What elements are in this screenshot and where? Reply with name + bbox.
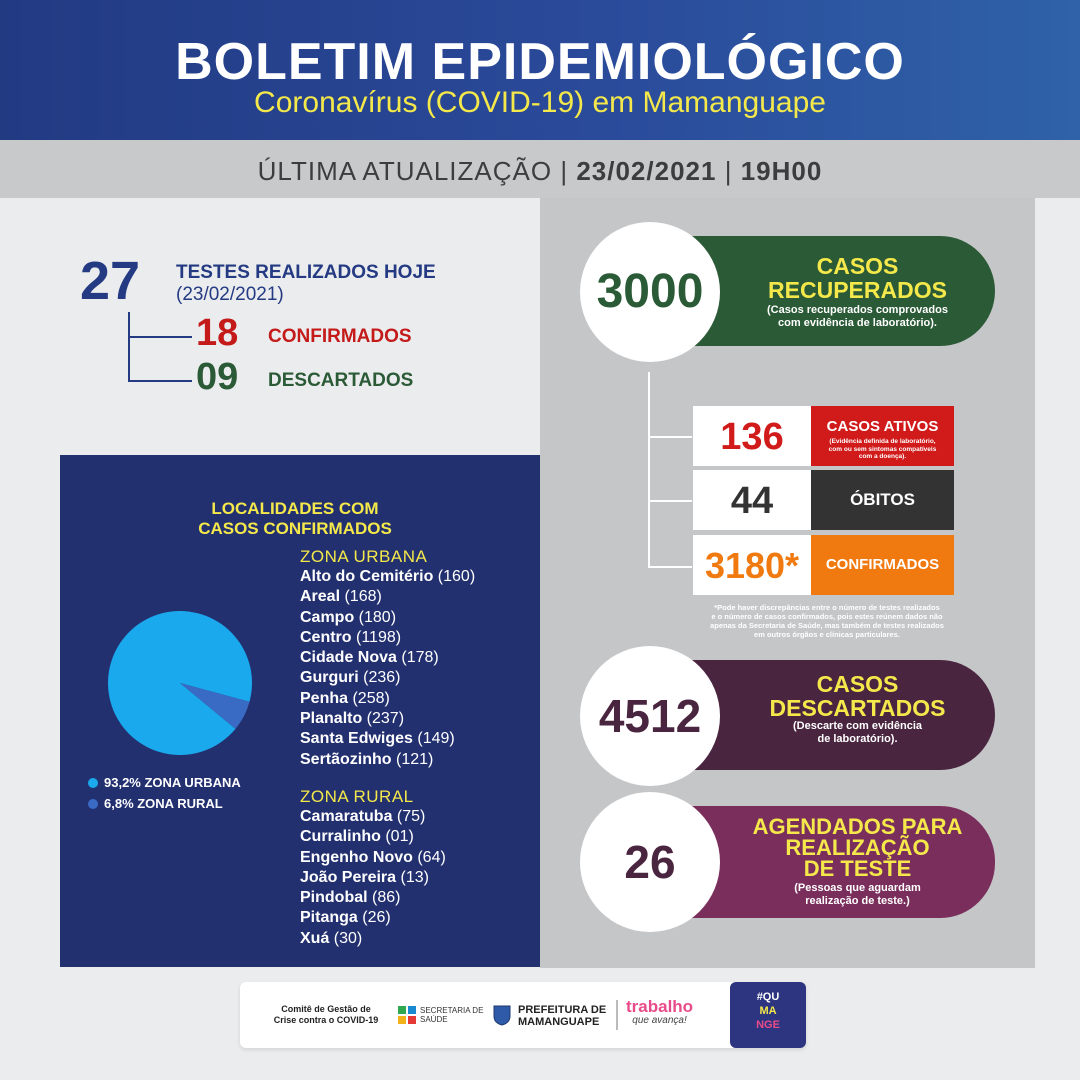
rural-zone-title: ZONA RURAL — [300, 787, 414, 806]
prefeitura-line: MAMANGUAPE — [518, 1016, 600, 1028]
discarded-total-count: 4512 — [580, 646, 720, 786]
locality-name: Planalto — [300, 710, 363, 728]
list-item — [300, 750, 475, 770]
localities-title-line: LOCALIDADES COM — [211, 499, 379, 518]
prefeitura-text — [518, 1004, 606, 1028]
discarded-note — [725, 720, 990, 746]
campaign-badge — [730, 982, 806, 1048]
recovered-title — [725, 254, 990, 302]
urban-zone-list — [300, 567, 475, 770]
discarded-note-line: de laboratório). — [817, 733, 898, 745]
recovered-title-line: RECUPERADOS — [768, 277, 947, 303]
locality-name: Alto do Cemitério — [300, 568, 434, 585]
list-item — [300, 908, 446, 928]
locality-name: Curralinho — [300, 828, 381, 846]
last-update-label: ÚLTIMA ATUALIZAÇÃO — [257, 156, 553, 186]
page-title: BOLETIM EPIDEMIOLÓGICO — [175, 33, 905, 91]
scheduled-note-line: realização de teste.) — [805, 895, 910, 907]
list-item — [300, 709, 475, 729]
locality-count: (26) — [357, 909, 391, 927]
confirmed-total-label: CONFIRMADOS — [811, 535, 954, 595]
locality-name: Engenho Novo — [300, 848, 413, 866]
recovered-note — [725, 304, 990, 330]
committee-line: Crise contra o COVID-19 — [273, 1015, 379, 1025]
locality-name: Campo — [300, 608, 355, 626]
header-banner — [0, 0, 1080, 140]
secretaria-line: SAÚDE — [420, 1015, 448, 1024]
list-item — [300, 868, 446, 888]
locality-name: Penha — [300, 689, 349, 707]
list-item — [300, 587, 475, 607]
locality-name: Areal — [300, 588, 341, 606]
footnote-line: em outros órgãos e clínicas particulares. — [754, 630, 900, 639]
discarded-today-count: 09 — [196, 356, 239, 398]
list-item — [300, 648, 475, 668]
tree-line — [128, 336, 192, 338]
footnote-line: e o número de casos confirmados, pois estes reúnem dados não — [711, 612, 943, 621]
scheduled-title-line: REALIZAÇÃO — [785, 835, 930, 860]
tree-line — [648, 436, 692, 438]
locality-name: Camaratuba — [300, 808, 393, 825]
legend-label: 6,8% ZONA RURAL — [104, 796, 223, 811]
slogan-logo — [626, 997, 694, 1028]
locality-count: (160) — [433, 568, 476, 585]
list-item — [300, 608, 475, 628]
footnote — [686, 603, 968, 639]
locality-name: Sertãozinho — [300, 750, 392, 768]
active-label-box — [811, 406, 954, 466]
prefeitura-line: PREFEITURA DE — [518, 1004, 607, 1016]
tests-label: TESTES REALIZADOS HOJE — [176, 262, 436, 283]
page-subtitle: Coronavírus (COVID-19) em Mamanguape — [254, 86, 826, 119]
active-note-line: com ou sem sintomas compatíveis — [828, 445, 937, 453]
discarded-title-line: DESCARTADOS — [769, 695, 946, 721]
discarded-title — [725, 672, 990, 720]
scheduled-title — [725, 816, 990, 879]
slogan-line: que avança! — [632, 1015, 687, 1026]
legend-swatch — [88, 778, 98, 788]
locality-count: (64) — [412, 848, 446, 866]
last-update-date: 23/02/2021 — [576, 156, 717, 186]
urban-zone-title: ZONA URBANA — [300, 547, 428, 566]
locality-name: Gurguri — [300, 669, 359, 687]
divider — [616, 1000, 618, 1030]
list-item — [300, 668, 475, 688]
badge-text — [748, 990, 788, 1032]
localities-title-line: CASOS CONFIRMADOS — [198, 519, 392, 538]
locality-count: (30) — [329, 929, 363, 947]
locality-count: (237) — [362, 710, 405, 728]
health-secretary-text — [420, 1006, 483, 1024]
list-item — [300, 567, 475, 587]
city-crest-icon — [492, 1004, 512, 1026]
secretaria-line: SECRETARIA DE — [420, 1006, 484, 1015]
scheduled-title-line: AGENDADOS PARA — [752, 814, 963, 839]
badge-line: NGE — [756, 1019, 780, 1031]
list-item — [300, 689, 475, 709]
confirmed-today-count: 18 — [196, 312, 239, 354]
locality-count: (258) — [348, 689, 390, 707]
locality-count: (236) — [358, 669, 401, 687]
active-count: 136 — [693, 406, 811, 466]
zone-pie-chart — [100, 603, 260, 763]
separator: | — [724, 156, 733, 186]
legend-label: 93,2% ZONA URBANA — [104, 775, 241, 790]
tests-today-block — [80, 250, 520, 400]
health-secretary-logo-icon — [398, 1006, 416, 1024]
list-item — [300, 729, 475, 749]
locality-name: João Pereira — [300, 868, 397, 886]
active-note-line: (Evidência definida de laboratório, — [829, 438, 936, 445]
scheduled-title-line: DE TESTE — [803, 856, 912, 881]
last-update-bar — [0, 140, 1080, 198]
badge-line: MA — [759, 1005, 777, 1017]
badge-line: #QU — [756, 991, 780, 1003]
deaths-label: ÓBITOS — [811, 470, 954, 530]
locality-count: (86) — [367, 889, 401, 907]
scheduled-note-line: (Pessoas que aguardam — [794, 882, 921, 894]
separator: | — [560, 156, 569, 186]
locality-count: (149) — [412, 730, 455, 748]
list-item — [300, 827, 446, 847]
discarded-note-line: (Descarte com evidência — [792, 720, 922, 732]
scheduled-note — [725, 882, 990, 908]
legend-item-urban — [88, 775, 241, 790]
committee-text — [266, 1004, 386, 1026]
locality-count: (121) — [391, 750, 434, 768]
tree-line — [648, 566, 692, 568]
tests-count: 27 — [80, 251, 141, 311]
discarded-title-line: CASOS — [816, 671, 899, 697]
list-item — [300, 929, 446, 949]
locality-name: Cidade Nova — [300, 649, 397, 667]
locality-count: (75) — [392, 808, 426, 825]
recovered-count: 3000 — [580, 222, 720, 362]
list-item — [300, 848, 446, 868]
list-item — [300, 807, 446, 827]
tree-line — [128, 312, 130, 382]
locality-count: (180) — [354, 608, 397, 626]
scheduled-count: 26 — [580, 792, 720, 932]
footnote-line: apenas da Secretaria de Saúde, mas também de testes realizados — [710, 621, 944, 630]
last-update-time: 19H00 — [740, 156, 823, 186]
recovered-note-line: (Casos recuperados comprovados — [767, 304, 948, 316]
confirmed-total-count: 3180* — [693, 535, 811, 595]
tree-line — [128, 380, 192, 382]
locality-count: (01) — [380, 828, 414, 846]
tree-line — [648, 372, 650, 568]
list-item — [300, 888, 446, 908]
deaths-count: 44 — [693, 470, 811, 530]
footer-logos — [240, 982, 806, 1048]
legend-swatch — [88, 799, 98, 809]
locality-name: Santa Edwiges — [300, 730, 413, 748]
committee-line: Comitê de Gestão de — [281, 1004, 371, 1014]
legend-item-rural — [88, 796, 223, 811]
locality-count: (168) — [340, 588, 382, 606]
locality-name: Pitanga — [300, 909, 358, 927]
list-item — [300, 628, 475, 648]
recovered-title-line: CASOS — [816, 253, 899, 279]
tests-date: (23/02/2021) — [176, 284, 284, 305]
active-note-line: com a doença). — [858, 453, 907, 460]
footnote-line: *Pode haver discrepâncias entre o número de testes realizados — [714, 603, 940, 612]
confirmed-today-label: CONFIRMADOS — [268, 326, 412, 347]
tree-line — [648, 500, 692, 502]
locality-name: Pindobal — [300, 889, 368, 907]
slogan-line: trabalho — [626, 997, 694, 1016]
locality-count: (13) — [396, 868, 429, 886]
locality-count: (178) — [396, 649, 439, 667]
localities-panel — [60, 455, 540, 967]
active-label: CASOS ATIVOS — [826, 418, 939, 435]
rural-zone-list — [300, 807, 446, 949]
recovered-note-line: com evidência de laboratório). — [778, 317, 937, 329]
locality-name: Centro — [300, 628, 352, 646]
locality-name: Xuá — [300, 929, 330, 947]
active-note — [811, 438, 954, 461]
locality-count: (1198) — [351, 628, 402, 646]
localities-title — [130, 499, 460, 539]
discarded-today-label: DESCARTADOS — [268, 370, 414, 391]
